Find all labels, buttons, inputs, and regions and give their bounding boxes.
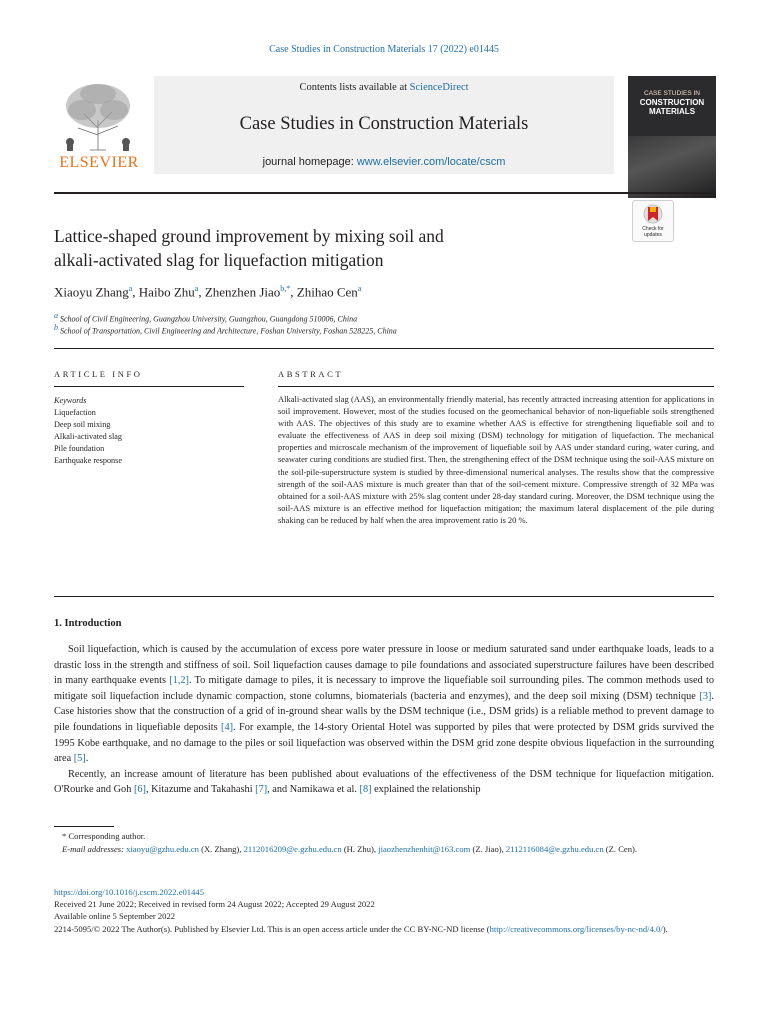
- email-owner: (Z. Jiao),: [470, 843, 506, 854]
- abstract-end-divider: [54, 596, 714, 597]
- keyword: Pile foundation: [54, 444, 105, 453]
- elsevier-wordmark: ELSEVIER: [59, 154, 139, 171]
- affiliation-mark: a: [54, 311, 58, 320]
- journal-title: Case Studies in Construction Materials: [239, 114, 529, 134]
- keyword: Earthquake response: [54, 456, 122, 465]
- affiliation: [54, 311, 714, 324]
- citation-link[interactable]: [7]: [255, 784, 268, 796]
- footnote-rule: [54, 826, 114, 827]
- cover-artwork: [628, 136, 716, 198]
- check-for-updates-badge[interactable]: [632, 200, 674, 242]
- abstract-heading: ABSTRACT: [278, 369, 344, 379]
- check-updates-label: Check for updates: [642, 226, 664, 238]
- sciencedirect-link[interactable]: ScienceDirect: [409, 82, 469, 93]
- journal-homepage-line: [154, 156, 614, 168]
- article-title: [54, 224, 614, 272]
- paragraph: [54, 642, 714, 767]
- text-run: , Kitazume and Takahashi: [145, 784, 256, 796]
- email-owner: (X. Zhang),: [198, 843, 244, 854]
- text-run: explained the relationship: [371, 784, 481, 796]
- author-name[interactable]: Xiaoyu Zhang: [54, 284, 129, 300]
- doi-link[interactable]: https://doi.org/10.1016/j.cscm.2022.e01445: [54, 887, 204, 897]
- author-name[interactable]: Zhenzhen Jiao: [204, 284, 281, 300]
- email-link[interactable]: xiaoyu@gzhu.edu.cn: [126, 843, 199, 854]
- homepage-prefix: journal homepage:: [262, 156, 357, 168]
- contents-available-line: [154, 82, 614, 93]
- text-run: Recently, an increase amount of literature has been published about evaluations of the effectiveness of the DSM technique for liquefaction mitigation. O'Rourke and Goh: [54, 768, 714, 796]
- title-line-2: alkali-activated slag for liquefaction mitigation: [54, 250, 384, 270]
- journal-citation-line[interactable]: Case Studies in Construction Materials 17 (2022) e01445: [269, 44, 499, 55]
- text-run: . To mitigate damage to piles, it is necessary to improve the liquefiable soil surrounding piles. The common methods used to mitigate soil liquefaction include dynamic compaction, stone columns, biomaterials (bacteria and enzymes), and the deep soil mixing (DSM) technique: [54, 675, 714, 702]
- citation-link[interactable]: [8]: [359, 784, 372, 796]
- author-name[interactable]: Zhihao Cen: [296, 284, 358, 300]
- author-affiliation-mark[interactable]: a: [128, 284, 133, 293]
- section-heading-introduction: 1. Introduction: [54, 618, 122, 629]
- license-statement: [54, 923, 714, 935]
- text-run: .: [85, 753, 89, 765]
- journal-homepage-link[interactable]: www.elsevier.com/locate/cscm: [356, 156, 506, 168]
- abstract-rule: [278, 386, 714, 387]
- keywords-label: Keywords: [54, 396, 87, 405]
- title-line-1: Lattice-shaped ground improvement by mixing soil and: [54, 226, 444, 246]
- affiliation: [54, 323, 714, 336]
- affiliation-text: School of Civil Engineering, Guangzhou University, Guangzhou, Guangdong 510006, China: [60, 314, 358, 324]
- paragraph: [54, 767, 714, 798]
- author-affiliation-mark[interactable]: a: [194, 284, 199, 293]
- keyword: Alkali-activated slag: [54, 432, 122, 441]
- text-run: . Case histories show that the construction of a grid of in-ground shear walls by the DSM technique (i.e., DSM grids) is a reliable method to prevent damage to pile foundations in liquefiable deposits: [54, 690, 714, 733]
- publication-info: [54, 886, 714, 935]
- abstract-text: Alkali-activated slag (AAS), an environmentally friendly material, has recently attracted increasing attention for applications in soil improvement. However, most of the studies focused on the geomechanical behavior of non-liquefiable soils strengthened with AAS. The objectives of this study are to examine whether AAS is effective for strengthening liquefiable soil and to evaluate the effectiveness of AAS in deep soil mixing (DSM) technology for mitigation of liquefaction. The mechanical properties and microscale mechanism of the improvement of liquefiable soil by AAS under standard curing, water curing, and seawater curing conditions are studied first. Then, the strengthening effect of the DSM technique using the soil-AAS mixture on the soil-pile-superstructure system is studied by three-dimensional numerical analyses. The results show that the compressive strength of the soil-AAS mixture is much greater than that of the soil-cement mixture. Compressive strength of 32 MPa was obtained for a soil-AAS mixture with 25% slag content under 28-day standard curing. Moreover, the DSM technique using the soil-AAS mixture is an effective method for liquefaction mitigation; the maximum lateral displacement of the pile during shaking can be reduced by half when the area improvement ratio is 20 %.: [278, 394, 714, 525]
- body-text: [54, 642, 714, 798]
- footnotes: [54, 830, 714, 855]
- keyword: Liquefaction: [54, 408, 96, 417]
- affiliation-mark: b: [54, 323, 58, 332]
- email-link[interactable]: 2112016209@e.gzhu.edu.cn: [243, 843, 342, 854]
- text-run: . For example, the 14-story Oriental Hotel was supported by piles that were protected by DSM grids survived the 1995 Kobe earthquake, and no damage to the piles or soil liquefaction was observed within the DSM grid zone despite obvious liquefaction in the surrounding area: [54, 721, 714, 765]
- citation-link[interactable]: [1,2]: [169, 675, 189, 687]
- email-owner: (Z. Cen).: [603, 843, 638, 854]
- keyword: Deep soil mixing: [54, 420, 111, 429]
- article-info-heading: ARTICLE INFO: [54, 369, 143, 379]
- author-affiliation-mark[interactable]: b,*: [280, 284, 291, 293]
- license-link[interactable]: http://creativecommons.org/licenses/by-nc-nd/4.0/: [489, 923, 663, 934]
- corresponding-author-note: * Corresponding author.: [62, 831, 146, 841]
- keywords-block: [54, 395, 244, 467]
- received-dates: Received 21 June 2022; Received in revised form 24 August 2022; Accepted 29 August 2022: [54, 899, 375, 910]
- available-online-date: Available online 5 September 2022: [54, 911, 176, 922]
- header-divider: [54, 192, 714, 194]
- contents-prefix: Contents lists available at: [299, 82, 410, 93]
- email-owner: (H. Zhu),: [341, 843, 379, 854]
- email-link[interactable]: 2112116084@e.gzhu.edu.cn: [505, 843, 604, 854]
- citation-link[interactable]: [4]: [221, 721, 234, 733]
- text-run: , and Namikawa et al.: [267, 784, 360, 796]
- article-info-rule: [54, 386, 244, 387]
- citation-link[interactable]: [5]: [73, 753, 86, 765]
- license-text-end: ).: [662, 923, 668, 934]
- section-divider: [54, 348, 714, 349]
- email-label: E-mail addresses:: [62, 843, 127, 854]
- author-affiliation-mark[interactable]: a: [357, 284, 362, 293]
- author-list: Xiaoyu Zhang$^a$, Haibo Zhu$^a$, Zhenzhen Jiao$^{b,*}$, Zhihao Cen$^a$: [54, 284, 362, 300]
- bookmark-icon: [633, 201, 673, 227]
- license-text: 2214-5095/© 2022 The Author(s). Published by Elsevier Ltd. This is an open access article under the CC BY-NC-ND license (: [54, 923, 490, 934]
- email-addresses: [54, 843, 714, 856]
- affiliation-text: School of Transportation, Civil Engineering and Architecture, Foshan University, Foshan 528225, China: [60, 326, 397, 336]
- author-name[interactable]: Haibo Zhu: [138, 284, 195, 300]
- citation-link[interactable]: [3]: [699, 690, 712, 702]
- cover-line-1: CASE STUDIES IN: [644, 90, 700, 97]
- citation-link[interactable]: [6]: [133, 784, 146, 796]
- cover-line-2: CONSTRUCTION MATERIALS: [639, 98, 705, 116]
- text-run: Soil liquefaction, which is caused by the accumulation of excess pore water pressure in loose or medium saturated sand under earthquake loads, leads to a drastic loss in the strength and stiffness of soil. Soil liquefaction causes damage to pile foundations and associated superstructure failures have been described in many earthquake events: [54, 644, 714, 687]
- journal-cover-image[interactable]: [628, 76, 716, 198]
- email-link[interactable]: jiaozhenzhenhit@163.com: [378, 843, 471, 854]
